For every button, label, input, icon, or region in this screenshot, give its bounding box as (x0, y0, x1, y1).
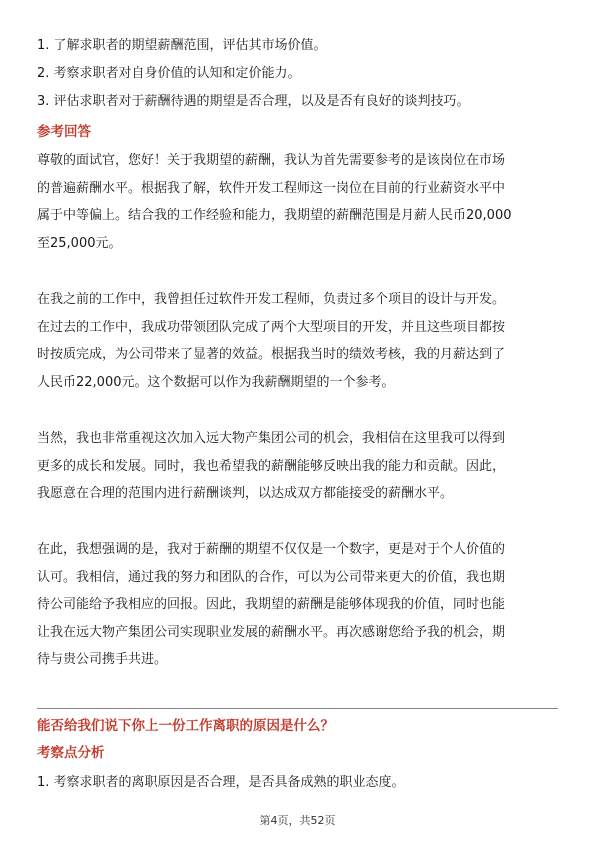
question-heading: 能否给我们说下你上一份工作离职的原因是什么？ (37, 718, 334, 734)
section-divider (37, 708, 558, 709)
paragraph-line: 认可。我相信，通过我的努力和团队的合作，可以为公司带来更大的价值，我也期 (37, 569, 506, 585)
paragraph-line: 的普遍薪酬水平。根据我了解，软件开发工程师这一岗位在目前的行业薪资水平中 (37, 180, 506, 196)
analysis-heading: 考察点分析 (37, 745, 105, 761)
answer-paragraph-2 (37, 286, 558, 396)
paragraph-line: 更多的成长和发展。同时，我也希望我的薪酬能够反映出我的能力和贡献。因此， (37, 458, 506, 474)
paragraph-line: 时按质完成，为公司带来了显著的效益。根据我当时的绩效考核，我的月薪达到了 (37, 347, 506, 362)
paragraph-line: 在此，我想强调的是，我对于薪酬的期望不仅仅是一个数字，更是对于个人价值的 (37, 542, 506, 557)
analysis-list-item: 1. 考察求职者的离职原因是否合理，是否具备成熟的职业态度。 (37, 775, 405, 790)
answer-paragraph-3 (37, 425, 558, 508)
answer-paragraph-4 (37, 536, 558, 674)
intro-list-item: 2. 考察求职者对自身价值的认知和定价能力。 (37, 66, 301, 81)
intro-list-item: 3. 评估求职者对于薪酬待遇的期望是否合理，以及是否有良好的谈判技巧。 (37, 94, 470, 109)
answer-paragraph-1 (37, 147, 558, 257)
answer-heading: 参考回答 (37, 124, 91, 140)
paragraph-line: 在我之前的工作中，我曾担任过软件开发工程师，负责过多个项目的设计与开发。 (37, 292, 506, 307)
paragraph-line: 当然，我也非常重视这次加入远大物产集团公司的机会，我相信在这里我可以得到 (37, 431, 506, 446)
paragraph-line: 我愿意在合理的范围内进行薪酬谈判，以达成双方都能接受的薪酬水平。 (37, 486, 454, 501)
intro-list-item: 1. 了解求职者的期望薪酬范围，评估其市场价值。 (37, 38, 327, 53)
page-footer: 第4页，共52页 (259, 814, 336, 827)
paragraph-line: 尊敬的面试官，您好！关于我期望的薪酬，我认为首先需要参考的是该岗位在市场 (37, 153, 506, 168)
paragraph-line: 待公司能给予我相应的回报。因此，我期望的薪酬是能够体现我的价值，同时也能 (37, 597, 506, 612)
paragraph-line: 让我在远大物产集团公司实现职业发展的薪酬水平。再次感谢您给予我的机会，期 (37, 624, 506, 640)
paragraph-line: 人民币22,000元。这个数据可以作为我薪酬期望的一个参考。 (37, 374, 395, 390)
paragraph-line: 至25,000元。 (37, 235, 122, 251)
paragraph-line: 待与贵公司携手共进。 (37, 652, 168, 667)
paragraph-line: 在过去的工作中，我成功带领团队完成了两个大型项目的开发，并且这些项目都按 (37, 319, 506, 335)
paragraph-line: 属于中等偏上。结合我的工作经验和能力，我期望的薪酬范围是月薪人民币20,000 (37, 208, 512, 223)
